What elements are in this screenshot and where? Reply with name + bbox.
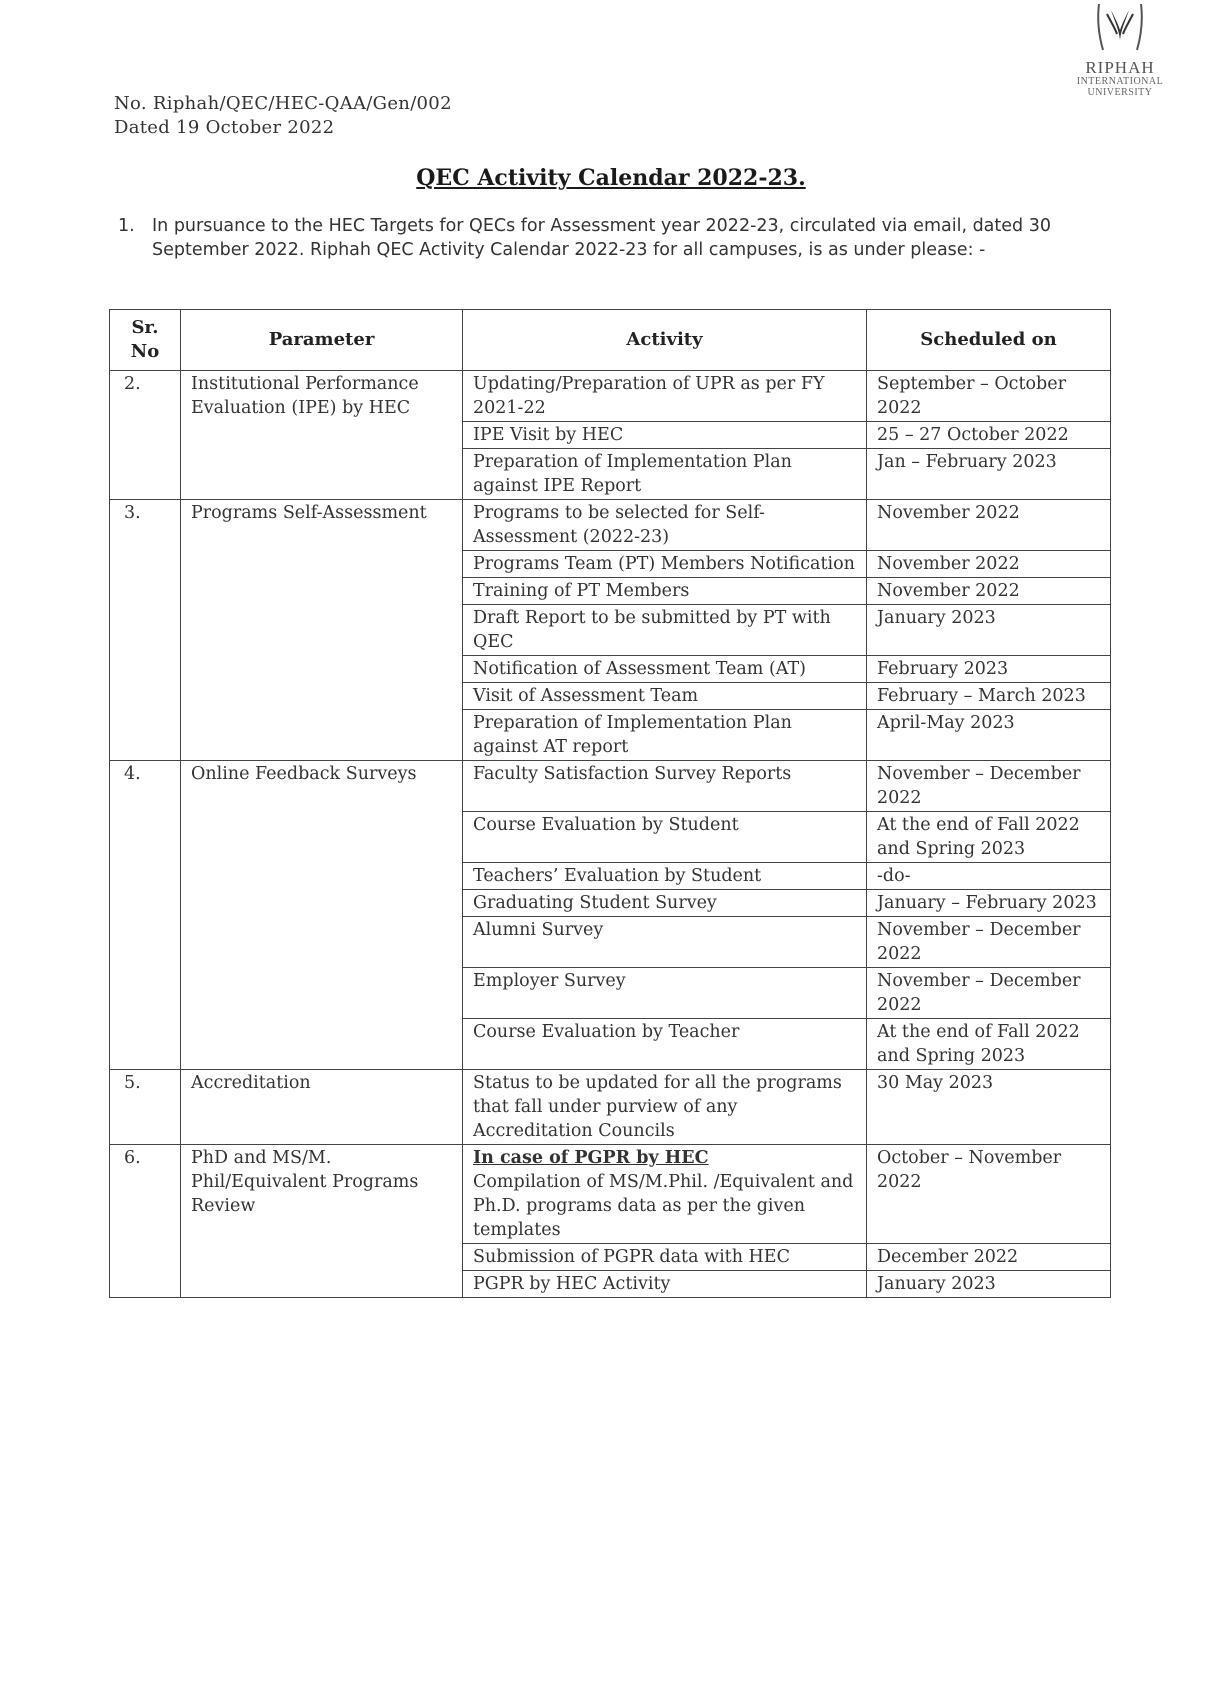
page-title: QEC Activity Calendar 2022-23. <box>416 165 806 191</box>
activity-cell: Draft Report to be submitted by PT with QEC <box>463 605 867 656</box>
activity-cell: Programs to be selected for Self-Assessment (2022-23) <box>463 500 867 551</box>
scheduled-cell: December 2022 <box>867 1244 1111 1271</box>
sr-no-cell: 4. <box>110 761 181 1070</box>
parameter-cell: Accreditation <box>181 1070 463 1145</box>
logo-subtitle-line2: UNIVERSITY <box>1087 87 1153 98</box>
table-row <box>110 500 1111 551</box>
sr-no-cell: 5. <box>110 1070 181 1145</box>
table-header-row <box>110 310 1111 371</box>
scheduled-cell: September – October 2022 <box>867 371 1111 422</box>
activity-cell: Teachers’ Evaluation by Student <box>463 863 867 890</box>
scheduled-cell: November 2022 <box>867 500 1111 551</box>
scheduled-cell: November 2022 <box>867 578 1111 605</box>
university-logo <box>1065 0 1175 110</box>
scheduled-cell: January 2023 <box>867 605 1111 656</box>
logo-name: RIPHAH <box>1085 58 1155 77</box>
activity-cell: Alumni Survey <box>463 917 867 968</box>
document-date: Dated 19 October 2022 <box>114 117 335 138</box>
header-scheduled-on: Scheduled on <box>867 310 1111 371</box>
activity-cell: Training of PT Members <box>463 578 867 605</box>
scheduled-cell: February 2023 <box>867 656 1111 683</box>
table-row <box>110 1145 1111 1244</box>
scheduled-cell: October – November 2022 <box>867 1145 1111 1244</box>
header-parameter: Parameter <box>181 310 463 371</box>
table-row <box>110 1070 1111 1145</box>
scheduled-cell: November – December 2022 <box>867 761 1111 812</box>
activity-cell: Preparation of Implementation Plan against IPE Report <box>463 449 867 500</box>
sr-no-cell: 3. <box>110 500 181 761</box>
activity-text: Compilation of MS/M.Phil. /Equivalent and Ph.D. programs data as per the given templates <box>473 1172 854 1240</box>
parameter-cell: Online Feedback Surveys <box>181 761 463 1070</box>
activity-cell: Course Evaluation by Teacher <box>463 1019 867 1070</box>
scheduled-cell: January 2023 <box>867 1271 1111 1298</box>
table-row <box>110 761 1111 812</box>
scheduled-cell: April-May 2023 <box>867 710 1111 761</box>
scheduled-cell: November 2022 <box>867 551 1111 578</box>
scheduled-cell: 30 May 2023 <box>867 1070 1111 1145</box>
sr-no-cell: 2. <box>110 371 181 500</box>
scheduled-cell: January – February 2023 <box>867 890 1111 917</box>
activity-cell <box>463 1145 867 1244</box>
logo-emblem-icon <box>1089 0 1151 58</box>
activity-cell: Updating/Preparation of UPR as per FY 2021-22 <box>463 371 867 422</box>
header-activity: Activity <box>463 310 867 371</box>
activity-cell: Visit of Assessment Team <box>463 683 867 710</box>
table-row <box>110 371 1111 422</box>
reference-number: No. Riphah/QEC/HEC-QAA/Gen/002 <box>114 93 452 114</box>
activity-cell: Preparation of Implementation Plan against AT report <box>463 710 867 761</box>
scheduled-cell: February – March 2023 <box>867 683 1111 710</box>
activity-cell: IPE Visit by HEC <box>463 422 867 449</box>
paragraph-number: 1. <box>118 216 135 236</box>
activity-heading: In case of PGPR by HEC <box>473 1148 709 1168</box>
scheduled-cell: Jan – February 2023 <box>867 449 1111 500</box>
sr-no-cell: 6. <box>110 1145 181 1298</box>
parameter-cell: PhD and MS/M. Phil/Equivalent Programs Review <box>181 1145 463 1298</box>
paragraph-text: In pursuance to the HEC Targets for QECs for Assessment year 2022-23, circulated via email, dated 30 September 2022. Riphah QEC Activity Calendar 2022-23 for all campuses, is as under please: - <box>152 216 1051 260</box>
activity-cell: Submission of PGPR data with HEC <box>463 1244 867 1271</box>
activity-cell: Employer Survey <box>463 968 867 1019</box>
scheduled-cell: -do- <box>867 863 1111 890</box>
header-sr-no: Sr. No <box>110 310 181 371</box>
reference-block <box>114 92 452 140</box>
scheduled-cell: 25 – 27 October 2022 <box>867 422 1111 449</box>
intro-paragraph <box>118 214 1078 262</box>
scheduled-cell: At the end of Fall 2022 and Spring 2023 <box>867 1019 1111 1070</box>
activity-cell: Status to be updated for all the programs that fall under purview of any Accreditation Councils <box>463 1070 867 1145</box>
activity-cell: Course Evaluation by Student <box>463 812 867 863</box>
scheduled-cell: November – December 2022 <box>867 917 1111 968</box>
activity-cell: Faculty Satisfaction Survey Reports <box>463 761 867 812</box>
activity-cell: Programs Team (PT) Members Notification <box>463 551 867 578</box>
logo-subtitle-line1: INTERNATIONAL <box>1076 76 1164 87</box>
activity-cell: Graduating Student Survey <box>463 890 867 917</box>
activity-cell: Notification of Assessment Team (AT) <box>463 656 867 683</box>
activity-cell: PGPR by HEC Activity <box>463 1271 867 1298</box>
scheduled-cell: November – December 2022 <box>867 968 1111 1019</box>
parameter-cell: Institutional Performance Evaluation (IPE) by HEC <box>181 371 463 500</box>
parameter-cell: Programs Self-Assessment <box>181 500 463 761</box>
activity-calendar-table <box>109 309 1111 1298</box>
scheduled-cell: At the end of Fall 2022 and Spring 2023 <box>867 812 1111 863</box>
